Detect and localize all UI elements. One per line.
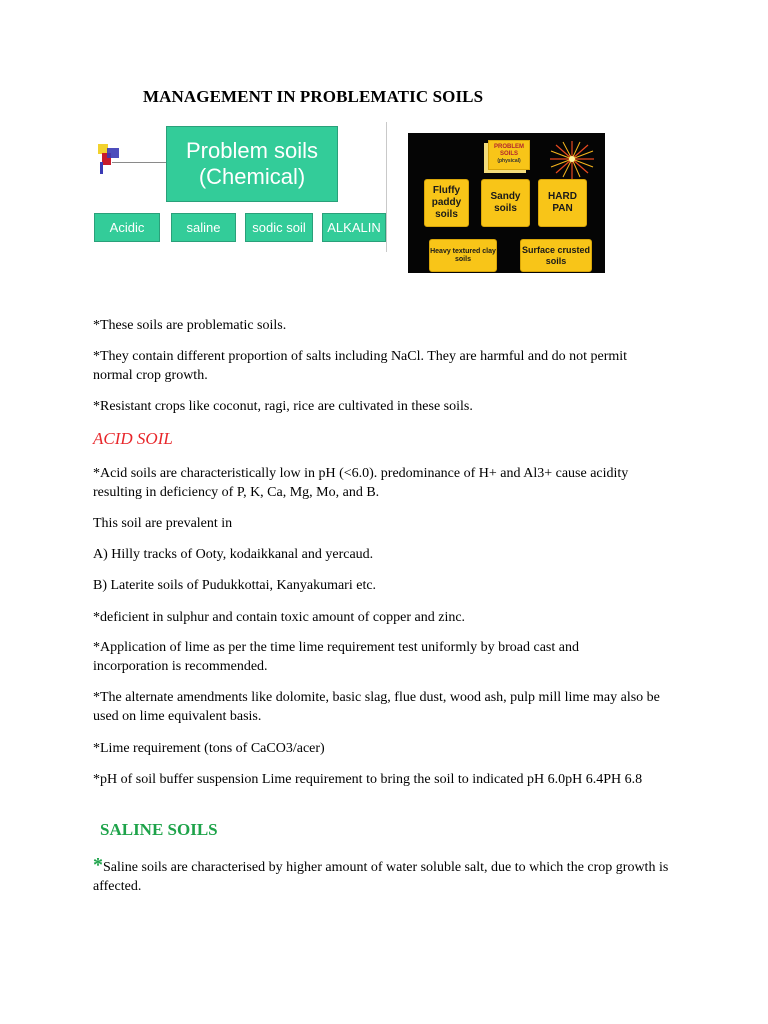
acid-paragraph: *Lime requirement (tons of CaCO3/acer) <box>93 741 325 756</box>
connector-line <box>112 162 166 163</box>
acid-paragraph: *deficient in sulphur and contain toxic amount of copper and zinc. <box>93 610 466 625</box>
acid-paragraph: B) Laterite soils of Pudukkottai, Kanyakumari etc. <box>93 578 377 593</box>
saline-bullet-star: * <box>93 854 103 876</box>
acid-paragraph: *Application of lime as per the time lime requirement test uniformly by broad cast and incorporation is recommended. <box>93 640 579 674</box>
firework-icon <box>548 139 596 181</box>
chemical-item-sodic: sodic soil <box>245 213 313 242</box>
chemical-item-acidic: Acidic <box>94 213 160 242</box>
chemical-main-line1: Problem soils <box>185 138 319 163</box>
saline-paragraph-text: Saline soils are characterised by higher amount of water soluble salt, due to which the crop growth is affected. <box>93 860 669 894</box>
chemical-item-saline: saline <box>171 213 236 242</box>
physical-card-sandy: Sandy soils <box>481 179 530 227</box>
divider-line <box>386 122 387 252</box>
intro-paragraph: *They contain different proportion of salts including NaCl. They are harmful and do not permit normal crop growth. <box>93 349 628 383</box>
physical-center-line1: PROBLEM <box>494 144 524 150</box>
chemical-soils-diagram <box>90 122 390 254</box>
acid-paragraph: *The alternate amendments like dolomite, basic slag, flue dust, wood ash, pulp mill lime may also be used on lime equivalent basis. <box>93 690 660 724</box>
acid-paragraph: *Acid soils are characteristically low in pH (<6.0). predominance of H+ and Al3+ cause acidity resulting in deficiency of P, K, Ca, Mg, Mo, and B. <box>93 466 629 500</box>
saline-soils-heading: SALINE SOILS <box>100 820 218 839</box>
acid-soil-heading: ACID SOIL <box>93 429 173 448</box>
physical-soils-diagram <box>408 133 605 273</box>
chemical-main-box <box>166 126 338 202</box>
physical-center-line3: (physical) <box>497 158 521 164</box>
physical-card-crusted: Surface crusted soils <box>520 239 592 272</box>
physical-card-fluffy: Fluffy paddy soils <box>424 179 469 227</box>
physical-center-card <box>488 140 530 170</box>
physical-center-line2: SOILS <box>499 151 518 157</box>
page-title: MANAGEMENT IN PROBLEMATIC SOILS <box>143 87 484 106</box>
acid-paragraph: *pH of soil buffer suspension Lime requirement to bring the soil to indicated pH 6.0pH 6.4PH 6.8 <box>93 772 643 787</box>
chemical-item-alkaline: ALKALIN <box>322 213 386 242</box>
physical-card-clay: Heavy textured clay soils <box>429 239 497 272</box>
physical-card-hardpan: HARD PAN <box>538 179 587 227</box>
acid-paragraph: This soil are prevalent in <box>93 516 233 531</box>
intro-paragraph: *Resistant crops like coconut, ragi, rice are cultivated in these soils. <box>93 399 473 414</box>
decorative-bar-icon <box>100 162 103 174</box>
chemical-main-line2: (Chemical) <box>198 164 306 189</box>
intro-paragraph: *These soils are problematic soils. <box>93 318 287 333</box>
decorative-square-icon <box>107 148 119 158</box>
saline-paragraph <box>93 856 683 896</box>
acid-paragraph: A) Hilly tracks of Ooty, kodaikkanal and yercaud. <box>93 547 374 562</box>
